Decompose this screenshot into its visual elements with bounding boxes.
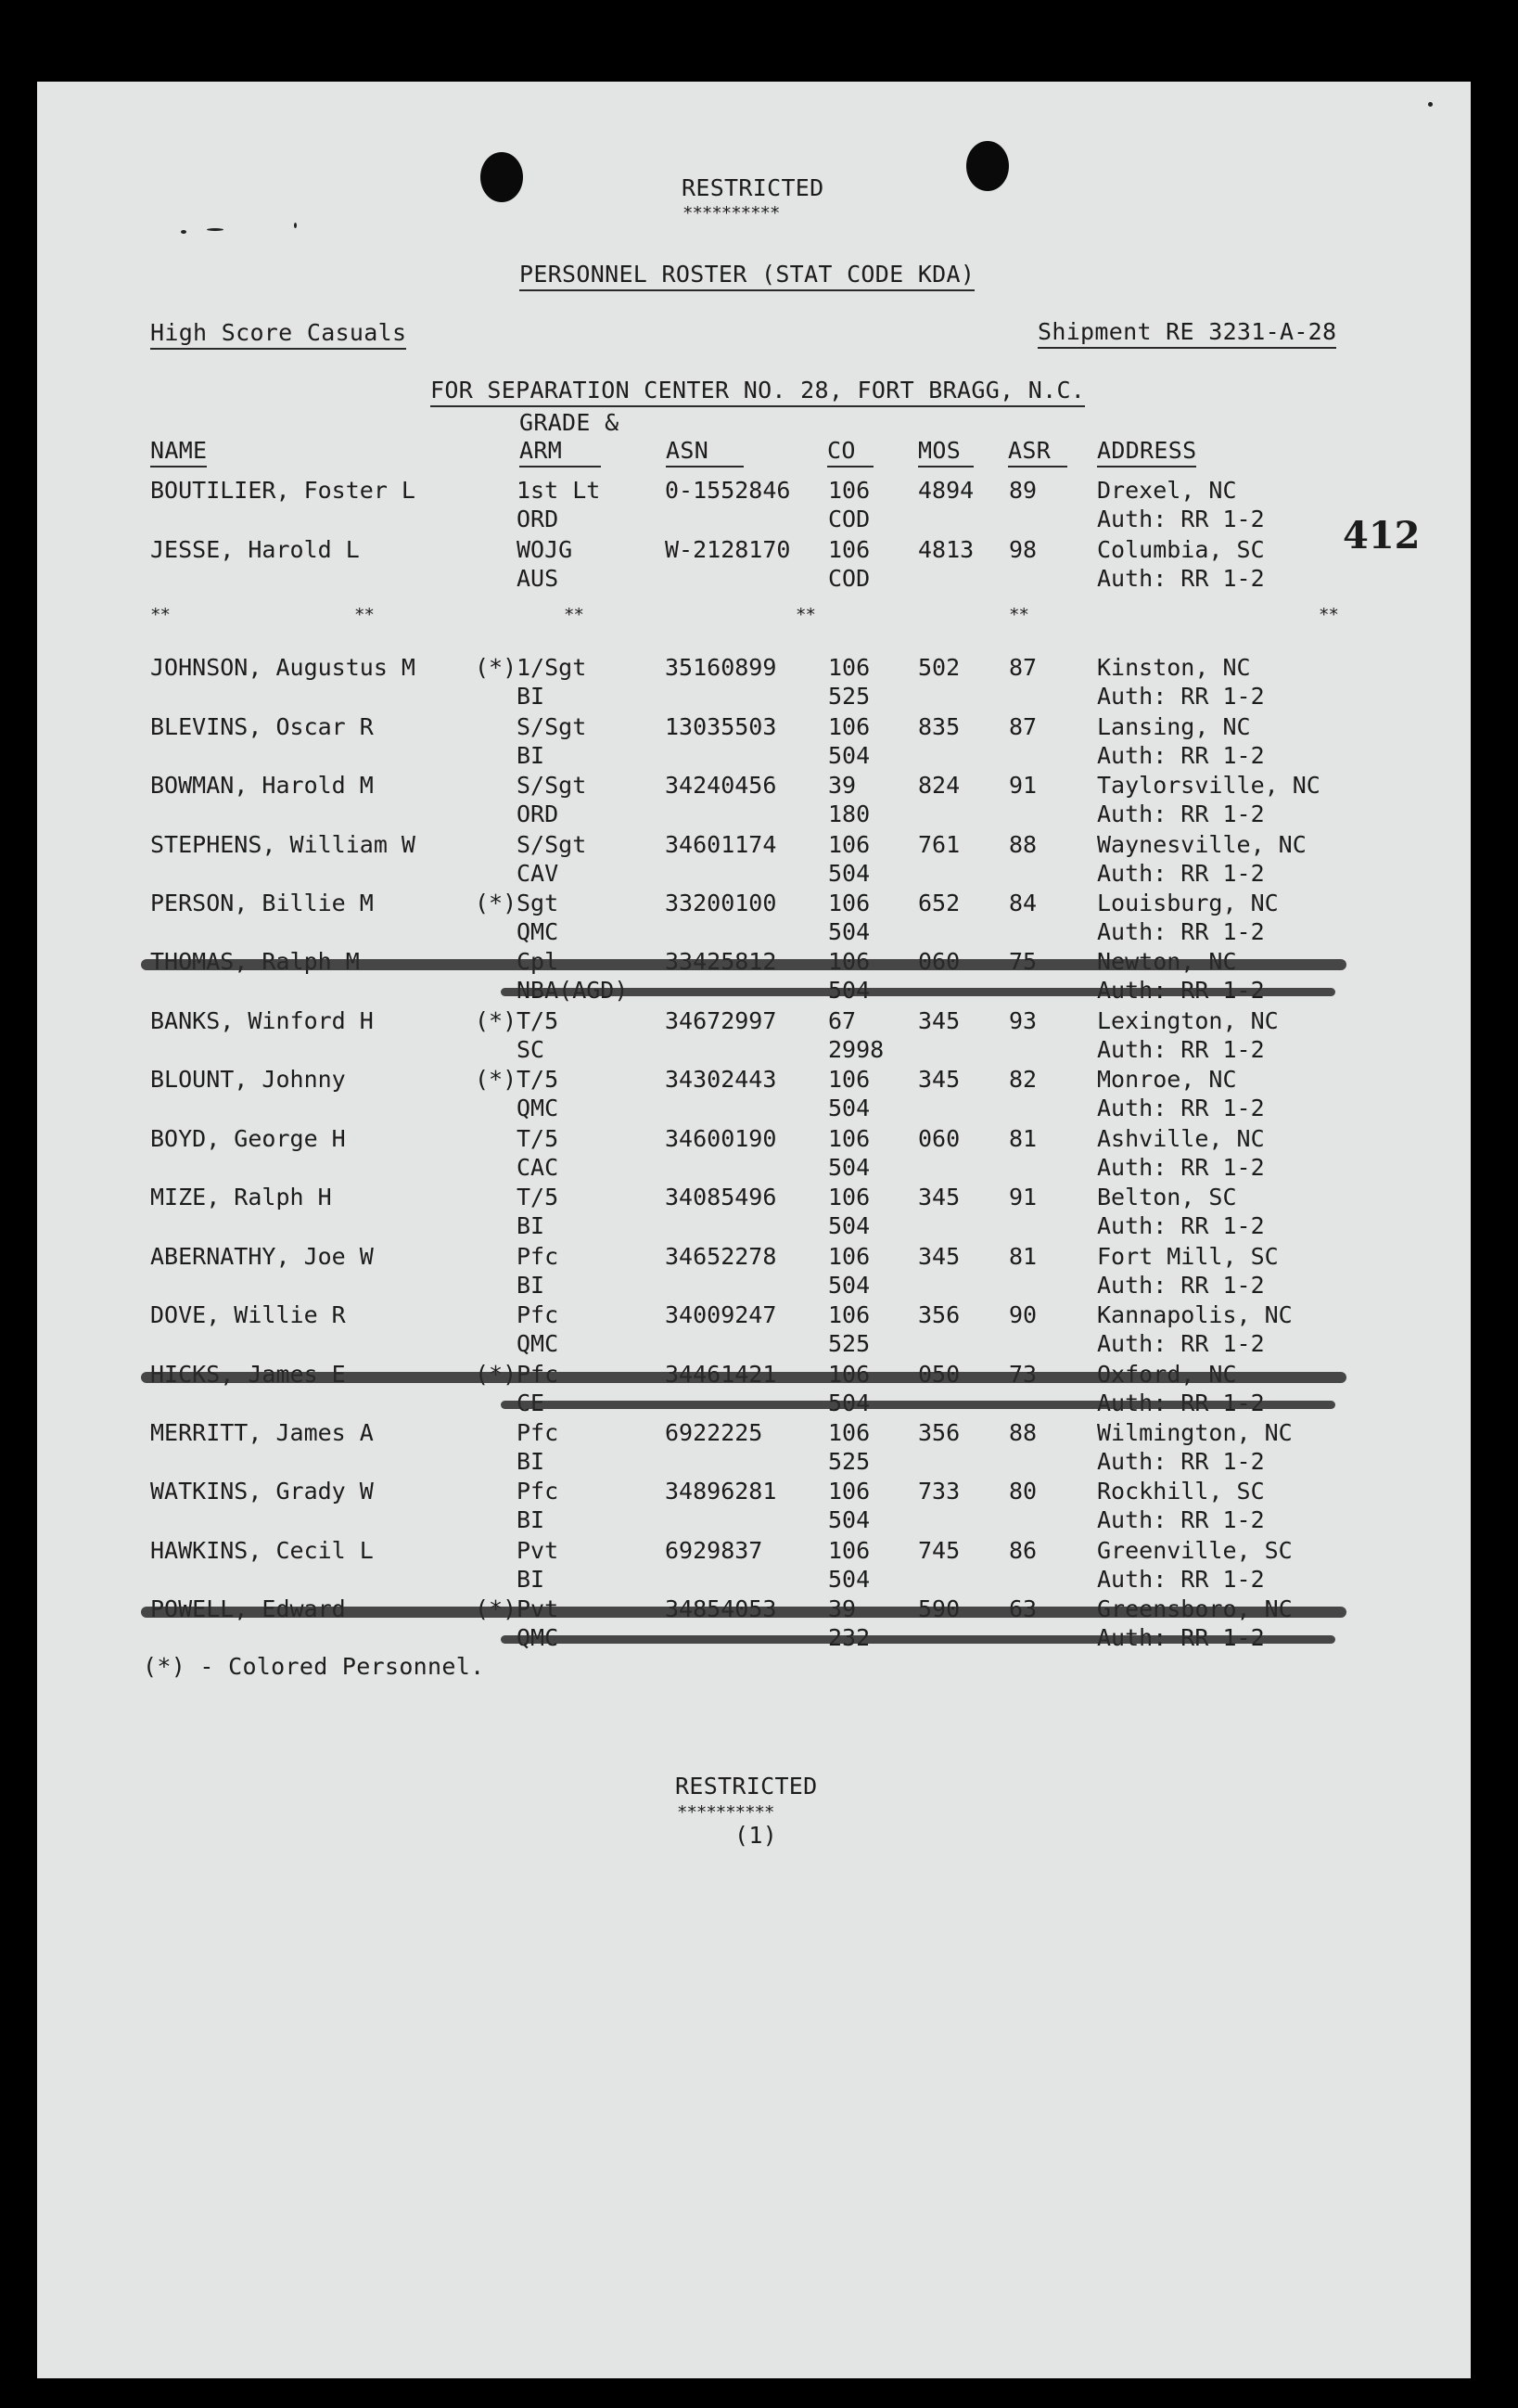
row-auth: Auth: RR 1-2 (1097, 1448, 1265, 1475)
row-address: Rockhill, SC (1097, 1478, 1265, 1505)
row-co-secondary: COD (828, 565, 871, 592)
col-mos: MOS (918, 437, 974, 468)
row-arm: BI (517, 1566, 545, 1593)
row-co: 106 (828, 713, 871, 740)
row-mos: 345 (918, 1066, 961, 1093)
separation-center-subtitle: FOR SEPARATION CENTER NO. 28, FORT BRAGG, N.C. (430, 377, 1085, 407)
row-arm: BI (517, 1506, 545, 1533)
roster-title: PERSONNEL ROSTER (STAT CODE KDA) (519, 261, 975, 291)
row-address: Fort Mill, SC (1097, 1243, 1279, 1270)
row-mos: 060 (918, 1125, 961, 1152)
row-co-secondary: 525 (828, 1448, 871, 1475)
row-auth: Auth: RR 1-2 (1097, 1154, 1265, 1181)
row-co-secondary: 504 (828, 1506, 871, 1533)
row-auth: Auth: RR 1-2 (1097, 1036, 1265, 1063)
row-address: Waynesville, NC (1097, 831, 1307, 858)
row-asn: 34652278 (665, 1243, 777, 1270)
row-asr: 82 (1009, 1066, 1038, 1093)
row-asn: 6929837 (665, 1537, 763, 1564)
row-asn: 34896281 (665, 1478, 777, 1505)
separator-mark: ** (1009, 605, 1028, 625)
row-mos: 745 (918, 1537, 961, 1564)
document-page (37, 82, 1471, 2378)
row-co-secondary: 504 (828, 1212, 871, 1239)
row-co: 106 (828, 1301, 871, 1328)
strikeout-mark (501, 988, 1335, 996)
row-asr: 91 (1009, 772, 1038, 799)
row-name: HAWKINS, Cecil L (150, 1537, 374, 1564)
row-asn: W-2128170 (665, 536, 791, 563)
row-asn: 13035503 (665, 713, 777, 740)
row-arm: CAC (517, 1154, 559, 1181)
row-asr: 89 (1009, 477, 1038, 504)
row-address: Columbia, SC (1097, 536, 1265, 563)
stars-bottom: ********** (677, 1802, 774, 1823)
row-arm: BI (517, 1212, 545, 1239)
row-arm: BI (517, 742, 545, 769)
row-name: BLEVINS, Oscar R (150, 713, 374, 740)
row-grade: T/5 (517, 1066, 559, 1093)
row-mos: 824 (918, 772, 961, 799)
row-auth: Auth: RR 1-2 (1097, 742, 1265, 769)
restricted-top: RESTRICTED (682, 174, 824, 201)
row-address: Kinston, NC (1097, 654, 1251, 681)
row-asr: 91 (1009, 1184, 1038, 1210)
row-auth: Auth: RR 1-2 (1097, 801, 1265, 827)
row-auth: Auth: RR 1-2 (1097, 1566, 1265, 1593)
row-asr: 80 (1009, 1478, 1038, 1505)
row-co: 106 (828, 1066, 871, 1093)
row-grade: S/Sgt (517, 831, 587, 858)
row-co-secondary: 504 (828, 1095, 871, 1121)
speck (181, 230, 186, 234)
restricted-bottom: RESTRICTED (675, 1773, 818, 1800)
row-name: BANKS, Winford H (150, 1007, 374, 1034)
row-co-secondary: COD (828, 506, 871, 532)
row-mos: 345 (918, 1243, 961, 1270)
row-asn: 6922225 (665, 1419, 763, 1446)
row-auth: Auth: RR 1-2 (1097, 1506, 1265, 1533)
col-address: ADDRESS (1097, 437, 1196, 468)
row-grade: Pvt (517, 1537, 559, 1564)
row-co-secondary: 504 (828, 1272, 871, 1299)
row-asn: 34672997 (665, 1007, 777, 1034)
row-grade: T/5 (517, 1007, 559, 1034)
row-name: PERSON, Billie M (150, 890, 374, 916)
strikeout-mark (501, 1401, 1335, 1409)
row-co-secondary: 525 (828, 1330, 871, 1357)
row-co-secondary: 180 (828, 801, 871, 827)
row-grade: Pfc (517, 1478, 559, 1505)
row-auth: Auth: RR 1-2 (1097, 860, 1265, 887)
row-co: 106 (828, 536, 871, 563)
row-mos: 345 (918, 1184, 961, 1210)
row-asn: 34240456 (665, 772, 777, 799)
row-grade: Pfc (517, 1301, 559, 1328)
strikeout-mark (141, 1372, 1346, 1383)
row-mos: 761 (918, 831, 961, 858)
col-grade-top: GRADE & (519, 409, 619, 436)
row-co: 106 (828, 831, 871, 858)
row-name: MIZE, Ralph H (150, 1184, 332, 1210)
speck (294, 223, 297, 228)
row-arm: SC (517, 1036, 545, 1063)
row-arm: BI (517, 1272, 545, 1299)
row-asr: 93 (1009, 1007, 1038, 1034)
row-address: Belton, SC (1097, 1184, 1237, 1210)
row-co: 106 (828, 890, 871, 916)
row-asr: 86 (1009, 1537, 1038, 1564)
row-arm: QMC (517, 918, 559, 945)
row-mos: 4813 (918, 536, 975, 563)
row-arm: QMC (517, 1330, 559, 1357)
row-co: 106 (828, 1537, 871, 1564)
col-name: NAME (150, 437, 207, 468)
row-auth: Auth: RR 1-2 (1097, 1095, 1265, 1121)
row-asr: 88 (1009, 831, 1038, 858)
row-asr: 81 (1009, 1243, 1038, 1270)
row-name: ABERNATHY, Joe W (150, 1243, 374, 1270)
col-grade-bottom: ARM (519, 437, 601, 468)
row-auth: Auth: RR 1-2 (1097, 1212, 1265, 1239)
row-auth: Auth: RR 1-2 (1097, 918, 1265, 945)
separator-mark: ** (1319, 605, 1338, 625)
row-address: Monroe, NC (1097, 1066, 1237, 1093)
separator-mark: ** (150, 605, 170, 625)
row-grade: T/5 (517, 1184, 559, 1210)
row-colored-mark: (*) (475, 890, 517, 916)
punch-hole-right (966, 141, 1009, 191)
row-mos: 733 (918, 1478, 961, 1505)
stars-top: ********** (682, 203, 780, 224)
row-asn: 35160899 (665, 654, 777, 681)
row-mos: 356 (918, 1419, 961, 1446)
row-address: Greenville, SC (1097, 1537, 1293, 1564)
row-auth: Auth: RR 1-2 (1097, 506, 1265, 532)
strikeout-mark (141, 959, 1346, 970)
row-colored-mark: (*) (475, 1007, 517, 1034)
row-mos: 356 (918, 1301, 961, 1328)
separator-mark: ** (354, 605, 374, 625)
row-asn: 34009247 (665, 1301, 777, 1328)
row-arm: BI (517, 683, 545, 710)
col-asn: ASN (666, 437, 744, 468)
row-address: Ashville, NC (1097, 1125, 1265, 1152)
row-name: MERRITT, James A (150, 1419, 374, 1446)
row-grade: WOJG (517, 536, 573, 563)
row-mos: 345 (918, 1007, 961, 1034)
row-arm: CAV (517, 860, 559, 887)
row-co-secondary: 525 (828, 683, 871, 710)
row-address: Lexington, NC (1097, 1007, 1279, 1034)
row-arm: ORD (517, 801, 559, 827)
row-mos: 4894 (918, 477, 975, 504)
row-asn: 34601174 (665, 831, 777, 858)
row-co-secondary: 504 (828, 1566, 871, 1593)
row-grade: Pfc (517, 1419, 559, 1446)
row-co: 106 (828, 1125, 871, 1152)
row-co-secondary: 504 (828, 860, 871, 887)
row-asr: 87 (1009, 713, 1038, 740)
row-address: Lansing, NC (1097, 713, 1251, 740)
row-grade: T/5 (517, 1125, 559, 1152)
row-co: 106 (828, 1243, 871, 1270)
row-colored-mark: (*) (475, 654, 517, 681)
page-number-annotation: 412 (1343, 514, 1421, 557)
row-asr: 81 (1009, 1125, 1038, 1152)
row-asr: 90 (1009, 1301, 1038, 1328)
row-co: 106 (828, 1184, 871, 1210)
row-co: 39 (828, 772, 857, 799)
speck (207, 228, 223, 231)
strikeout-mark (141, 1607, 1346, 1618)
row-asn: 34302443 (665, 1066, 777, 1093)
row-asr: 84 (1009, 890, 1038, 916)
left-label: High Score Casuals (150, 319, 406, 350)
row-asn: 34085496 (665, 1184, 777, 1210)
row-co: 67 (828, 1007, 857, 1034)
col-asr: ASR (1008, 437, 1067, 468)
row-asr: 87 (1009, 654, 1038, 681)
row-name: BOWMAN, Harold M (150, 772, 374, 799)
row-arm: ORD (517, 506, 559, 532)
row-grade: Pfc (517, 1243, 559, 1270)
punch-hole-left (480, 152, 523, 202)
row-address: Drexel, NC (1097, 477, 1237, 504)
row-grade: 1/Sgt (517, 654, 587, 681)
row-name: STEPHENS, William W (150, 831, 415, 858)
row-asn: 34600190 (665, 1125, 777, 1152)
row-co: 106 (828, 477, 871, 504)
row-arm: AUS (517, 565, 559, 592)
row-auth: Auth: RR 1-2 (1097, 683, 1265, 710)
row-co: 106 (828, 1419, 871, 1446)
row-grade: S/Sgt (517, 772, 587, 799)
row-co-secondary: 2998 (828, 1036, 885, 1063)
strikeout-mark (501, 1635, 1335, 1644)
row-name: WATKINS, Grady W (150, 1478, 374, 1505)
row-co-secondary: 504 (828, 742, 871, 769)
row-colored-mark: (*) (475, 1066, 517, 1093)
row-asn: 0-1552846 (665, 477, 791, 504)
row-name: BOYD, George H (150, 1125, 346, 1152)
footnote: (*) - Colored Personnel. (143, 1653, 485, 1680)
shipment-label: Shipment RE 3231-A-28 (1038, 318, 1336, 349)
row-grade: S/Sgt (517, 713, 587, 740)
row-name: BOUTILIER, Foster L (150, 477, 415, 504)
row-mos: 835 (918, 713, 961, 740)
row-co: 106 (828, 654, 871, 681)
row-auth: Auth: RR 1-2 (1097, 1330, 1265, 1357)
row-address: Kannapolis, NC (1097, 1301, 1293, 1328)
row-name: BLOUNT, Johnny (150, 1066, 346, 1093)
row-co: 106 (828, 1478, 871, 1505)
row-co-secondary: 504 (828, 1154, 871, 1181)
row-grade: 1st Lt (517, 477, 601, 504)
row-auth: Auth: RR 1-2 (1097, 1272, 1265, 1299)
row-co-secondary: 504 (828, 918, 871, 945)
separator-mark: ** (796, 605, 815, 625)
row-mos: 652 (918, 890, 961, 916)
row-address: Wilmington, NC (1097, 1419, 1293, 1446)
col-co: CO (827, 437, 874, 468)
row-name: JESSE, Harold L (150, 536, 360, 563)
row-auth: Auth: RR 1-2 (1097, 565, 1265, 592)
row-mos: 502 (918, 654, 961, 681)
row-arm: BI (517, 1448, 545, 1475)
row-name: JOHNSON, Augustus M (150, 654, 415, 681)
page-number: (1) (734, 1822, 778, 1849)
row-name: DOVE, Willie R (150, 1301, 346, 1328)
row-asr: 88 (1009, 1419, 1038, 1446)
separator-mark: ** (564, 605, 583, 625)
row-address: Taylorsville, NC (1097, 772, 1320, 799)
row-arm: QMC (517, 1095, 559, 1121)
row-asn: 33200100 (665, 890, 777, 916)
row-asr: 98 (1009, 536, 1038, 563)
row-grade: Sgt (517, 890, 559, 916)
speck (1428, 102, 1433, 107)
row-address: Louisburg, NC (1097, 890, 1279, 916)
